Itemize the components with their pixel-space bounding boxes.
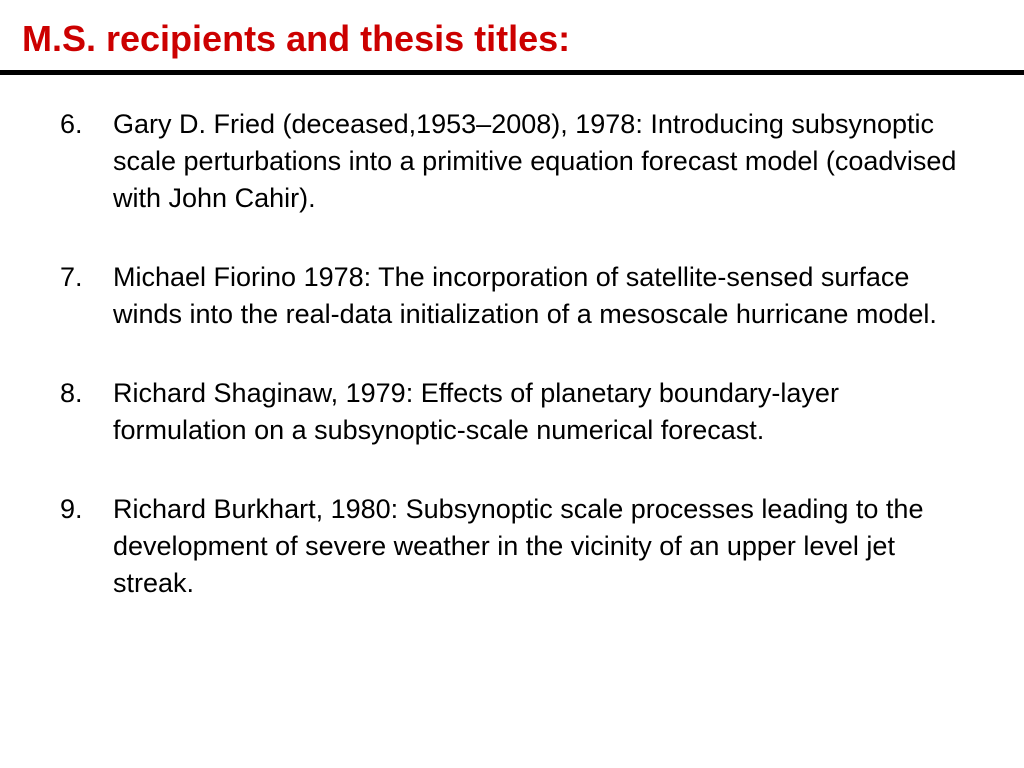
slide-title: M.S. recipients and thesis titles: <box>22 18 571 59</box>
list-item-text: Richard Shaginaw, 1979: Effects of planetary boundary-layer formulation on a subsynoptic-scale numerical forecast. <box>113 378 839 445</box>
list-item-text: Richard Burkhart, 1980: Subsynoptic scale processes leading to the development of severe weather in the vicinity of an upper level jet streak. <box>113 494 924 598</box>
list-item-number: 6. <box>60 109 83 139</box>
list-item-text: Michael Fiorino 1978: The incorporation of satellite-sensed surface winds into the real-data initialization of a mesoscale hurricane model. <box>113 262 937 329</box>
list-item-text: Gary D. Fried (deceased,1953–2008), 1978: Introducing subsynoptic scale perturbations into a primitive equation forecast model (coadvised with John Cahir). <box>113 109 957 213</box>
list-item <box>0 491 1024 602</box>
list-item <box>0 106 1024 217</box>
list-item <box>0 259 1024 333</box>
list-item <box>0 375 1024 449</box>
title-divider <box>0 70 1024 75</box>
recipient-list <box>0 106 1024 644</box>
list-item-number: 7. <box>60 262 83 292</box>
list-item-number: 9. <box>60 494 83 524</box>
list-item-number: 8. <box>60 378 83 408</box>
